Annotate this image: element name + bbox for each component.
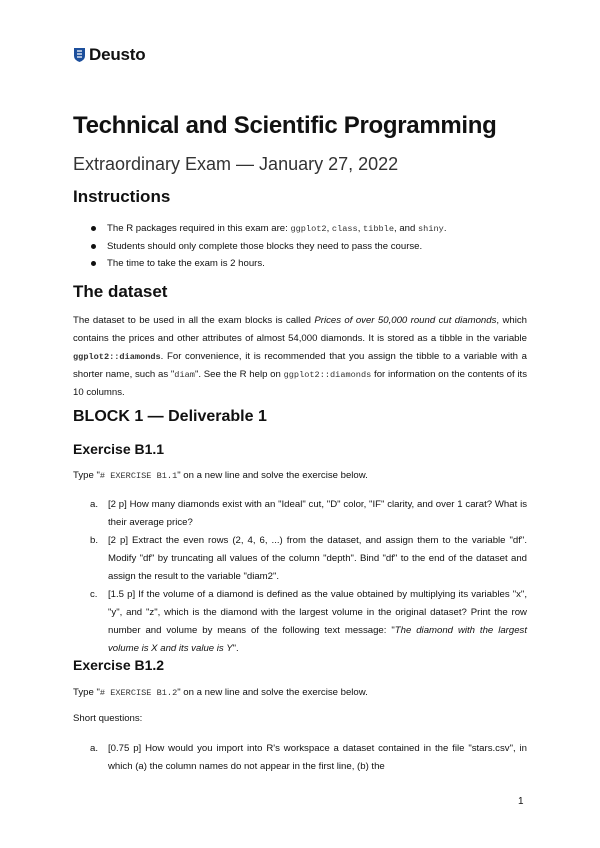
list-item: a. [0.75 p] How would you import into R's workspace a dataset contained in the file "stars.csv", in which (a) the column names do not appear in the first line, (b) the: [90, 743, 527, 772]
exercise-b11-heading: Exercise B1.1: [73, 441, 165, 457]
document-subtitle: Extraordinary Exam — January 27, 2022: [73, 154, 399, 174]
exercise-b12-instruction: Type "# EXERCISE B1.2" on a new line and solve the exercise below.: [73, 687, 368, 698]
list-item: a. [2 p] How many diamonds exist with an "Ideal" cut, "D" color, "IF" clarity, and over 1 carat? What is their average price?: [90, 499, 527, 528]
instructions-heading: Instructions: [73, 187, 171, 206]
list-item: Students should only complete those blocks they need to pass the course.: [90, 238, 446, 255]
bullet-icon: [91, 226, 96, 231]
list-item: The R packages required in this exam are: ggplot2, class, tibble, and shiny.: [90, 220, 446, 238]
instructions-list: [90, 220, 446, 272]
bullet-icon: [91, 244, 96, 249]
exercise-b12-heading: Exercise B1.2: [73, 657, 165, 673]
deusto-logo: [74, 45, 145, 65]
dataset-paragraph: The dataset to be used in all the exam blocks is called Prices of over 50,000 round cut diamonds, which contains the prices and other attributes of almost 54,000 diamonds. It is stored as a tibble in the variable ggplot2::diamonds. For convenience, it is recommended that you assign the tibble to a variable with a shorter name, such as "diam". See the R help on ggplot2::diamonds for information on the contents of its 10 columns.: [73, 315, 528, 398]
logo-text: Deusto: [89, 45, 146, 64]
bullet-icon: [91, 261, 96, 266]
exercise-b12-list: [90, 740, 527, 776]
exercise-b11-instruction: Type "# EXERCISE B1.1" on a new line and solve the exercise below.: [73, 470, 368, 481]
page-number: 1: [518, 796, 524, 807]
list-item: c. [1.5 p] If the volume of a diamond is defined as the value obtained by multiplying its variables "x", "y", and "z", which is the diamond with the largest volume in the original dataset? Print the row number and volume by means of the following text message: "The diamond with the largest volume is X and its value is Y".: [90, 589, 527, 654]
short-questions-label: Short questions:: [73, 713, 143, 724]
list-item: The time to take the exam is 2 hours.: [90, 255, 446, 272]
dataset-heading: The dataset: [73, 282, 168, 301]
document-title: Technical and Scientific Programming: [73, 112, 497, 139]
exercise-b11-list: [90, 496, 527, 658]
block1-heading: BLOCK 1 — Deliverable 1: [73, 408, 267, 425]
deusto-shield-icon: [74, 48, 85, 62]
list-item: b. [2 p] Extract the even rows (2, 4, 6, ...) from the dataset, and assign them to the variable "df". Modify "df" by truncating all values of the column "depth". Bind "df" to the end of the dataset and assign the result to the variable "diam2".: [90, 535, 527, 582]
